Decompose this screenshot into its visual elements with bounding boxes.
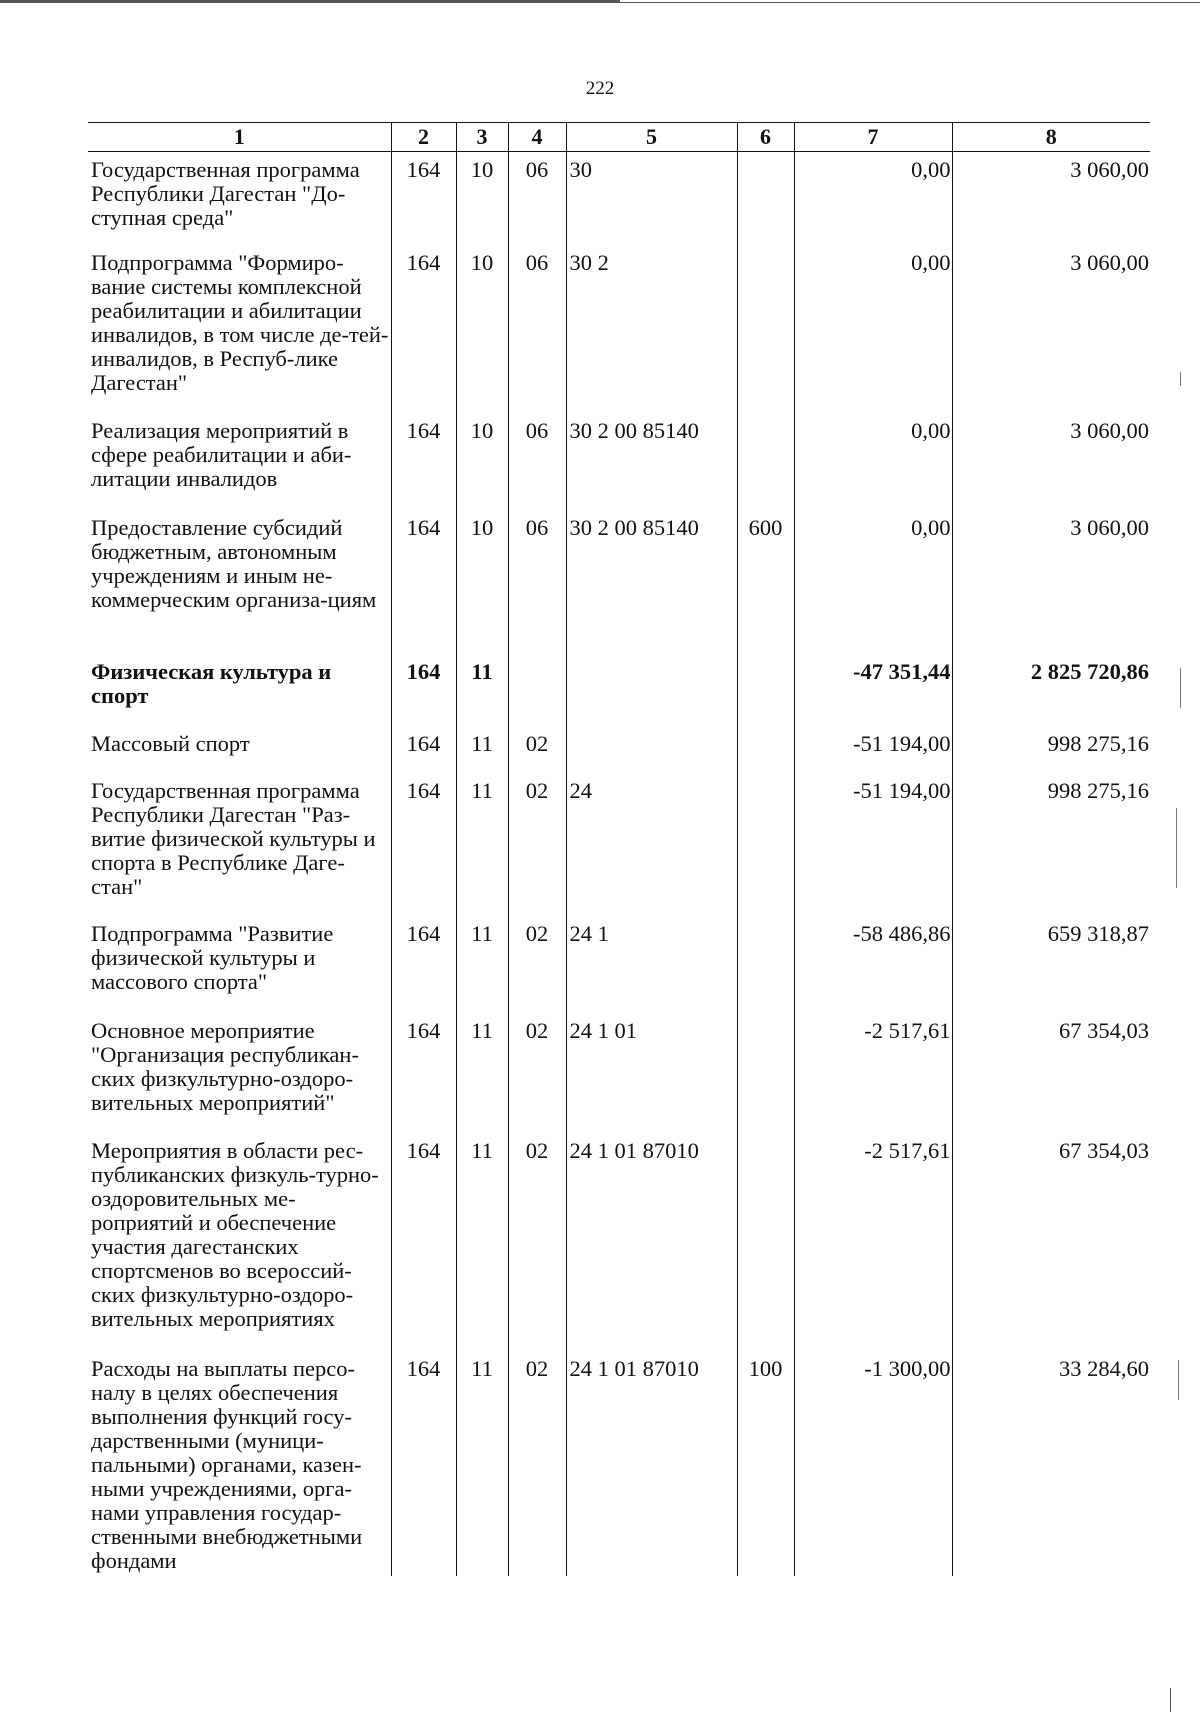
change-amount-cell: -2 517,61 — [794, 1133, 952, 1351]
admin-code-cell: 164 — [391, 773, 456, 916]
change-amount-cell: 0,00 — [794, 245, 952, 413]
target-article-cell: 24 1 01 87010 — [566, 1351, 737, 1576]
subsection-code-cell: 06 — [508, 413, 566, 510]
scan-artifact — [1176, 808, 1177, 888]
expense-type-cell — [737, 654, 794, 726]
section-code-cell: 11 — [456, 1013, 508, 1133]
budget-table-container — [88, 122, 1150, 1576]
admin-code-cell: 164 — [391, 654, 456, 726]
section-code-cell: 11 — [456, 1351, 508, 1576]
row-name-cell: Основное мероприятие "Организация республикан-ских физкультурно-оздоро-вительных мероприятий" — [91, 1017, 359, 1115]
admin-code-cell: 164 — [391, 1013, 456, 1133]
change-amount-cell: -51 194,00 — [794, 726, 952, 773]
table-row — [88, 1013, 1150, 1133]
expense-type-cell — [737, 413, 794, 510]
table-row — [88, 413, 1150, 510]
table-row — [88, 1133, 1150, 1351]
admin-code-cell: 164 — [391, 245, 456, 413]
total-amount-cell: 33 284,60 — [952, 1351, 1150, 1576]
section-code-cell: 10 — [456, 245, 508, 413]
expense-type-cell — [737, 1013, 794, 1133]
total-amount-cell: 3 060,00 — [952, 510, 1150, 654]
target-article-cell: 30 — [566, 152, 737, 245]
section-code-cell: 11 — [456, 1133, 508, 1351]
column-header-5: 5 — [566, 123, 737, 152]
table-row — [88, 510, 1150, 654]
section-code-cell: 11 — [456, 916, 508, 1013]
table-row — [88, 726, 1150, 773]
target-article-cell: 30 2 — [566, 245, 737, 413]
subsection-code-cell: 02 — [508, 916, 566, 1013]
change-amount-cell: 0,00 — [794, 413, 952, 510]
subsection-code-cell: 02 — [508, 1133, 566, 1351]
target-article-cell: 30 2 00 85140 — [566, 413, 737, 510]
row-name-cell: Мероприятия в области рес-публиканских физкуль-турно-оздоровительных ме-роприятий и обеспечение участия дагестанских спортсменов во всероссий-ских физкультурно-оздоро-вительных мероприятиях — [91, 1137, 379, 1331]
subsection-code-cell: 02 — [508, 1013, 566, 1133]
total-amount-cell: 3 060,00 — [952, 413, 1150, 510]
total-amount-cell: 2 825 720,86 — [952, 654, 1150, 726]
total-amount-cell: 67 354,03 — [952, 1013, 1150, 1133]
row-name-cell: Государственная программа Республики Дагестан "Раз-витие физической культуры и спорта в Республике Даге-стан" — [91, 777, 376, 899]
header-row — [88, 123, 1150, 152]
row-name-cell: Государственная программа Республики Дагестан "До-ступная среда" — [91, 157, 360, 230]
target-article-cell: 30 2 00 85140 — [566, 510, 737, 654]
row-name-cell: Предоставление субсидий бюджетным, автономным учреждениям и иным не-коммерческим организа-циям — [91, 514, 377, 612]
expense-type-cell — [737, 726, 794, 773]
expense-type-cell — [737, 1133, 794, 1351]
section-code-cell: 10 — [456, 413, 508, 510]
row-name-cell: Подпрограмма "Формиро-вание системы комплексной реабилитации и абилитации инвалидов, в том числе де-тей-инвалидов, в Респуб-лике Дагестан" — [91, 249, 389, 395]
target-article-cell: 24 1 01 87010 — [566, 1133, 737, 1351]
subsection-code-cell: 06 — [508, 245, 566, 413]
total-amount-cell: 998 275,16 — [952, 773, 1150, 916]
target-article-cell: 24 1 — [566, 916, 737, 1013]
admin-code-cell: 164 — [391, 726, 456, 773]
change-amount-cell: -1 300,00 — [794, 1351, 952, 1576]
admin-code-cell: 164 — [391, 916, 456, 1013]
subsection-code-cell — [508, 654, 566, 726]
subsection-code-cell: 02 — [508, 726, 566, 773]
total-amount-cell: 3 060,00 — [952, 152, 1150, 245]
row-name-cell: Реализация мероприятий в сфере реабилитации и аби-литации инвалидов — [91, 417, 352, 491]
target-article-cell: 24 — [566, 773, 737, 916]
scan-artifact — [1180, 372, 1181, 386]
total-amount-cell: 998 275,16 — [952, 726, 1150, 773]
subsection-code-cell: 06 — [508, 510, 566, 654]
expense-type-cell — [737, 152, 794, 245]
change-amount-cell: 0,00 — [794, 510, 952, 654]
subsection-code-cell: 02 — [508, 1351, 566, 1576]
expense-type-cell: 100 — [737, 1351, 794, 1576]
row-name-cell: Физическая культура и спорт — [91, 658, 332, 708]
table-body — [88, 152, 1150, 1576]
table-row — [88, 245, 1150, 413]
scan-artifact — [1178, 1360, 1179, 1400]
column-header-1: 1 — [88, 123, 391, 152]
section-code-cell: 10 — [456, 152, 508, 245]
section-code-cell: 11 — [456, 654, 508, 726]
admin-code-cell: 164 — [391, 1351, 456, 1576]
column-header-6: 6 — [737, 123, 794, 152]
admin-code-cell: 164 — [391, 510, 456, 654]
admin-code-cell: 164 — [391, 413, 456, 510]
row-name-cell: Расходы на выплаты персо-налу в целях обеспечения выполнения функций госу-дарственными (муници-пальными) органами, казен-ными учреждениями, орга-нами управления государ-ственными внебюджетными фондами — [91, 1355, 363, 1573]
expense-type-cell — [737, 916, 794, 1013]
column-header-2: 2 — [391, 123, 456, 152]
table-row — [88, 916, 1150, 1013]
row-name-cell: Подпрограмма "Развитие физической культуры и массового спорта" — [91, 920, 334, 994]
total-amount-cell: 659 318,87 — [952, 916, 1150, 1013]
section-code-cell: 11 — [456, 773, 508, 916]
subsection-code-cell: 06 — [508, 152, 566, 245]
target-article-cell — [566, 654, 737, 726]
change-amount-cell: -58 486,86 — [794, 916, 952, 1013]
expense-type-cell — [737, 245, 794, 413]
section-code-cell: 10 — [456, 510, 508, 654]
table-row — [88, 773, 1150, 916]
target-article-cell: 24 1 01 — [566, 1013, 737, 1133]
table-row — [88, 1351, 1150, 1576]
change-amount-cell: -51 194,00 — [794, 773, 952, 916]
scan-artifact — [1180, 668, 1181, 708]
admin-code-cell: 164 — [391, 1133, 456, 1351]
page-number: 222 — [585, 78, 615, 99]
column-header-8: 8 — [952, 123, 1150, 152]
budget-table — [88, 123, 1150, 1576]
table-row — [88, 654, 1150, 726]
column-header-4: 4 — [508, 123, 566, 152]
column-header-3: 3 — [456, 123, 508, 152]
expense-type-cell: 600 — [737, 510, 794, 654]
total-amount-cell: 67 354,03 — [952, 1133, 1150, 1351]
table-row — [88, 152, 1150, 245]
total-amount-cell: 3 060,00 — [952, 245, 1150, 413]
column-header-7: 7 — [794, 123, 952, 152]
row-name-cell: Массовый спорт — [91, 730, 250, 756]
change-amount-cell: -2 517,61 — [794, 1013, 952, 1133]
change-amount-cell: -47 351,44 — [794, 654, 952, 726]
expense-type-cell — [737, 773, 794, 916]
section-code-cell: 11 — [456, 726, 508, 773]
change-amount-cell: 0,00 — [794, 152, 952, 245]
admin-code-cell: 164 — [391, 152, 456, 245]
scan-artifact — [1170, 1688, 1171, 1712]
subsection-code-cell: 02 — [508, 773, 566, 916]
scan-top-edge — [0, 0, 1200, 3]
target-article-cell — [566, 726, 737, 773]
